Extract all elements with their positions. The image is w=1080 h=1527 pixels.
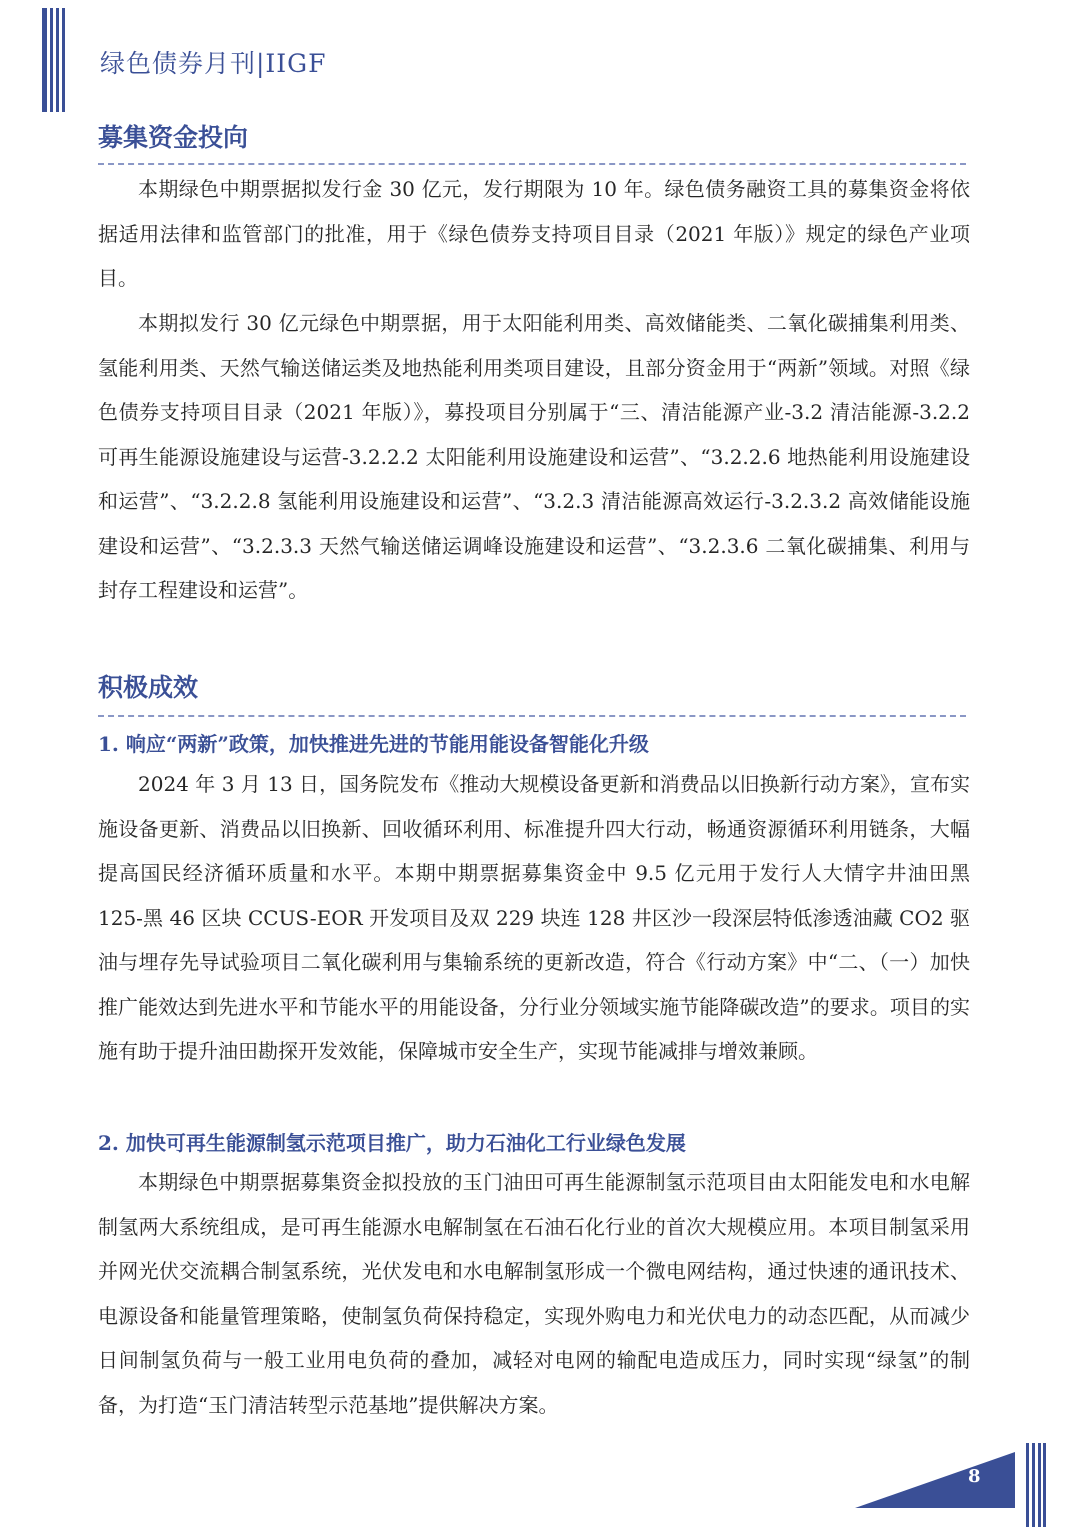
subsection-heading: 1. 响应“两新”政策，加快推进先进的节能用能设备智能化升级 xyxy=(98,732,649,756)
page-number: 8 xyxy=(968,1466,981,1487)
footer-decoration-bars xyxy=(1026,1443,1046,1527)
subsection-heading: 2. 加快可再生能源制氢示范项目推广，助力石油化工行业绿色发展 xyxy=(98,1131,686,1155)
header-bar xyxy=(56,8,59,112)
journal-title: 绿色债券月刊|IIGF xyxy=(100,49,327,78)
header-decoration-bars xyxy=(42,8,66,112)
footer-bar xyxy=(1026,1443,1029,1527)
paragraph: 本期拟发行 30 亿元绿色中期票据，用于太阳能利用类、高效储能类、二氧化碳捕集利用类、氢能利用类、天然气输送储运类及地热能利用类项目建设，且部分资金用于“两新”领域。对照《绿色债券支持项目目录（2021 年版）》，募投项目分别属于“三、清洁能源产业-3.2 清洁能源-3.2.2 可再生能源设施建设与运营-3.2.2.2 太阳能利用设施建设和运营”、“3.2.2.6 地热能利用设施建设和运营”、“3.2.2.8 氢能利用设施建设和运营”、“3.2.3 清洁能源高效运行-3.2.3.2 高效储能设施建设和运营”、“3.2.3.3 天然气输送储运调峰设施建设和运营”、“3.2.3.6 二氧化碳捕集、利用与封存工程建设和运营”。 xyxy=(98,311,970,602)
paragraph: 本期绿色中期票据募集资金拟投放的玉门油田可再生能源制氢示范项目由太阳能发电和水电解制氢两大系统组成，是可再生能源水电解制氢在石油石化行业的首次大规模应用。本项目制氢采用并网光伏交流耦合制氢系统，光伏发电和水电解制氢形成一个微电网结构，通过快速的通讯技术、电源设备和能量管理策略，使制氢负荷保持稳定，实现外购电力和光伏电力的动态匹配，从而减少日间制氢负荷与一般工业用电负荷的叠加，减轻对电网的输配电造成压力，同时实现“绿氢”的制备，为打造“玉门清洁转型示范基地”提供解决方案。 xyxy=(98,1170,970,1417)
header-bar xyxy=(50,8,53,112)
section-heading-use-of-funds: 募集资金投向 xyxy=(98,123,249,152)
section-divider xyxy=(98,163,966,165)
header-bar xyxy=(42,8,47,112)
paragraph: 本期绿色中期票据拟发行金 30 亿元，发行期限为 10 年。绿色债务融资工具的募集资金将依据适用法律和监管部门的批准，用于《绿色债券支持项目目录（2021 年版）》规定的绿色产业项目。 xyxy=(98,177,970,290)
section-divider xyxy=(98,715,966,717)
footer-bar xyxy=(1032,1443,1035,1527)
paragraph: 2024 年 3 月 13 日，国务院发布《推动大规模设备更新和消费品以旧换新行动方案》，宣布实施设备更新、消费品以旧换新、回收循环利用、标准提升四大行动，畅通资源循环利用链条，大幅提高国民经济循环质量和水平。本期中期票据募集资金中 9.5 亿元用于发行人大情字井油田黑 125-黑 46 区块 CCUS-EOR 开发项目及双 229 块连 128 井区沙一段深层特低渗透油藏 CO2 驱油与埋存先导试验项目二氧化碳利用与集输系统的更新改造，符合《行动方案》中“二、（一）加快推广能效达到先进水平和节能水平的用能设备，分行业分领域实施节能降碳改造”的要求。项目的实施有助于提升油田勘探开发效能，保障城市安全生产，实现节能减排与增效兼顾。 xyxy=(98,772,970,1063)
header-bar xyxy=(62,8,65,112)
footer-bar xyxy=(1043,1443,1046,1527)
footer-triangle-decoration xyxy=(855,1452,1015,1508)
section-heading-positive-effects: 积极成效 xyxy=(98,673,199,702)
footer-bar xyxy=(1038,1443,1041,1527)
